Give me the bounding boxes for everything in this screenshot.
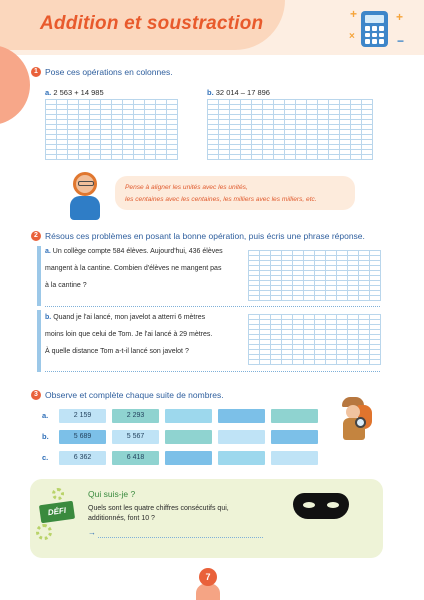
problem-b	[45, 309, 255, 360]
sequence-cell: 5 689	[59, 430, 106, 444]
tip-line-2: les centaines avec les centaines, les milliers avec les milliers, etc.	[125, 196, 317, 203]
sequence-blank-cell[interactable]	[165, 451, 212, 465]
exercise-3-number: 3	[31, 390, 41, 400]
answer-grid-problem-a[interactable]	[248, 250, 381, 301]
plus-symbol-icon: +	[350, 7, 358, 21]
problem-letter: a.	[45, 248, 51, 255]
sequence-cell: 6 418	[112, 451, 159, 465]
exercise-1-number: 1	[31, 67, 41, 77]
exercise-2-number: 2	[31, 231, 41, 241]
sequence-blank-cell[interactable]	[271, 409, 318, 423]
operation-text: 2 563 + 14 985	[53, 88, 104, 97]
operation-a	[45, 88, 104, 97]
tip-line-1: Pense à aligner les unités avec les unités,	[125, 184, 248, 191]
page-number: 7	[199, 568, 217, 586]
defi-answer-line[interactable]	[98, 537, 263, 538]
sequence-blank-cell[interactable]	[271, 451, 318, 465]
times-symbol-icon: ×	[349, 31, 355, 42]
plus-symbol-icon: +	[396, 10, 404, 24]
girl-illustration-body	[70, 196, 100, 220]
defi-badge: DÉFI	[39, 501, 75, 524]
sequence-blank-cell[interactable]	[218, 451, 265, 465]
sequence-cell: 6 362	[59, 451, 106, 465]
sequence-cell: 5 567	[112, 430, 159, 444]
problem-line: À quelle distance Tom a-t-il lancé son javelot ?	[45, 348, 189, 355]
problem-b-bar	[37, 310, 41, 372]
left-decor-blob	[0, 45, 30, 125]
sequence-label: a.	[42, 411, 49, 420]
answer-grid-problem-b[interactable]	[248, 314, 381, 365]
problem-a-bar	[37, 246, 41, 306]
sequence-blank-cell[interactable]	[218, 409, 265, 423]
mask-icon	[293, 493, 349, 519]
operation-letter: a.	[45, 88, 52, 97]
sequence-cell: 2 293	[112, 409, 159, 423]
exercise-2-instruction: Résous ces problèmes en posant la bonne opération, puis écris une phrase réponse.	[45, 231, 365, 241]
defi-question-line: Quels sont les quatre chiffres consécutifs qui,	[88, 505, 229, 512]
operation-b	[207, 88, 270, 97]
defi-title: Qui suis-je ?	[88, 489, 136, 499]
sequence-label: b.	[42, 432, 49, 441]
answer-line-problem-b[interactable]	[45, 371, 380, 372]
answer-line-problem-a[interactable]	[45, 306, 380, 307]
calculator-icon	[361, 11, 388, 47]
answer-grid-a[interactable]	[45, 99, 178, 160]
exercise-3-instruction: Observe et complète chaque suite de nombres.	[45, 390, 224, 400]
defi-question-line: additionnés, font 10 ?	[88, 515, 155, 522]
problem-letter: b.	[45, 314, 52, 321]
problem-line: Un collège compte 584 élèves. Aujourd'hui, 436 élèves	[52, 248, 223, 255]
sequence-cell: 2 159	[59, 409, 106, 423]
operation-letter: b.	[207, 88, 214, 97]
exercise-1-instruction: Pose ces opérations en colonnes.	[45, 67, 173, 77]
sequence-blank-cell[interactable]	[218, 430, 265, 444]
answer-grid-b[interactable]	[207, 99, 373, 160]
sequence-blank-cell[interactable]	[165, 430, 212, 444]
minus-symbol-icon: −	[397, 34, 405, 48]
problem-line: Quand je l'ai lancé, mon javelot a atterri 6 mètres	[53, 314, 206, 321]
sequence-blank-cell[interactable]	[165, 409, 212, 423]
problem-line: à la cantine ?	[45, 282, 87, 289]
problem-line: mangent à la cantine. Combien d'élèves ne mangent pas	[45, 265, 222, 272]
glasses-icon	[78, 181, 94, 186]
operation-text: 32 014 – 17 896	[215, 88, 270, 97]
problem-a	[45, 243, 255, 294]
gear-icon	[52, 488, 64, 500]
problem-line: moins loin que celui de Tom. Je l'ai lancé à 29 mètres.	[45, 331, 213, 338]
arrow-icon: →	[88, 528, 96, 537]
magnifier-icon	[355, 417, 366, 428]
sequence-label: c.	[42, 453, 49, 462]
defi-question	[88, 504, 229, 524]
sequence-blank-cell[interactable]	[271, 430, 318, 444]
tip-bubble	[115, 176, 355, 210]
page-title: Addition et soustraction	[40, 13, 264, 34]
gear-icon	[36, 524, 52, 540]
